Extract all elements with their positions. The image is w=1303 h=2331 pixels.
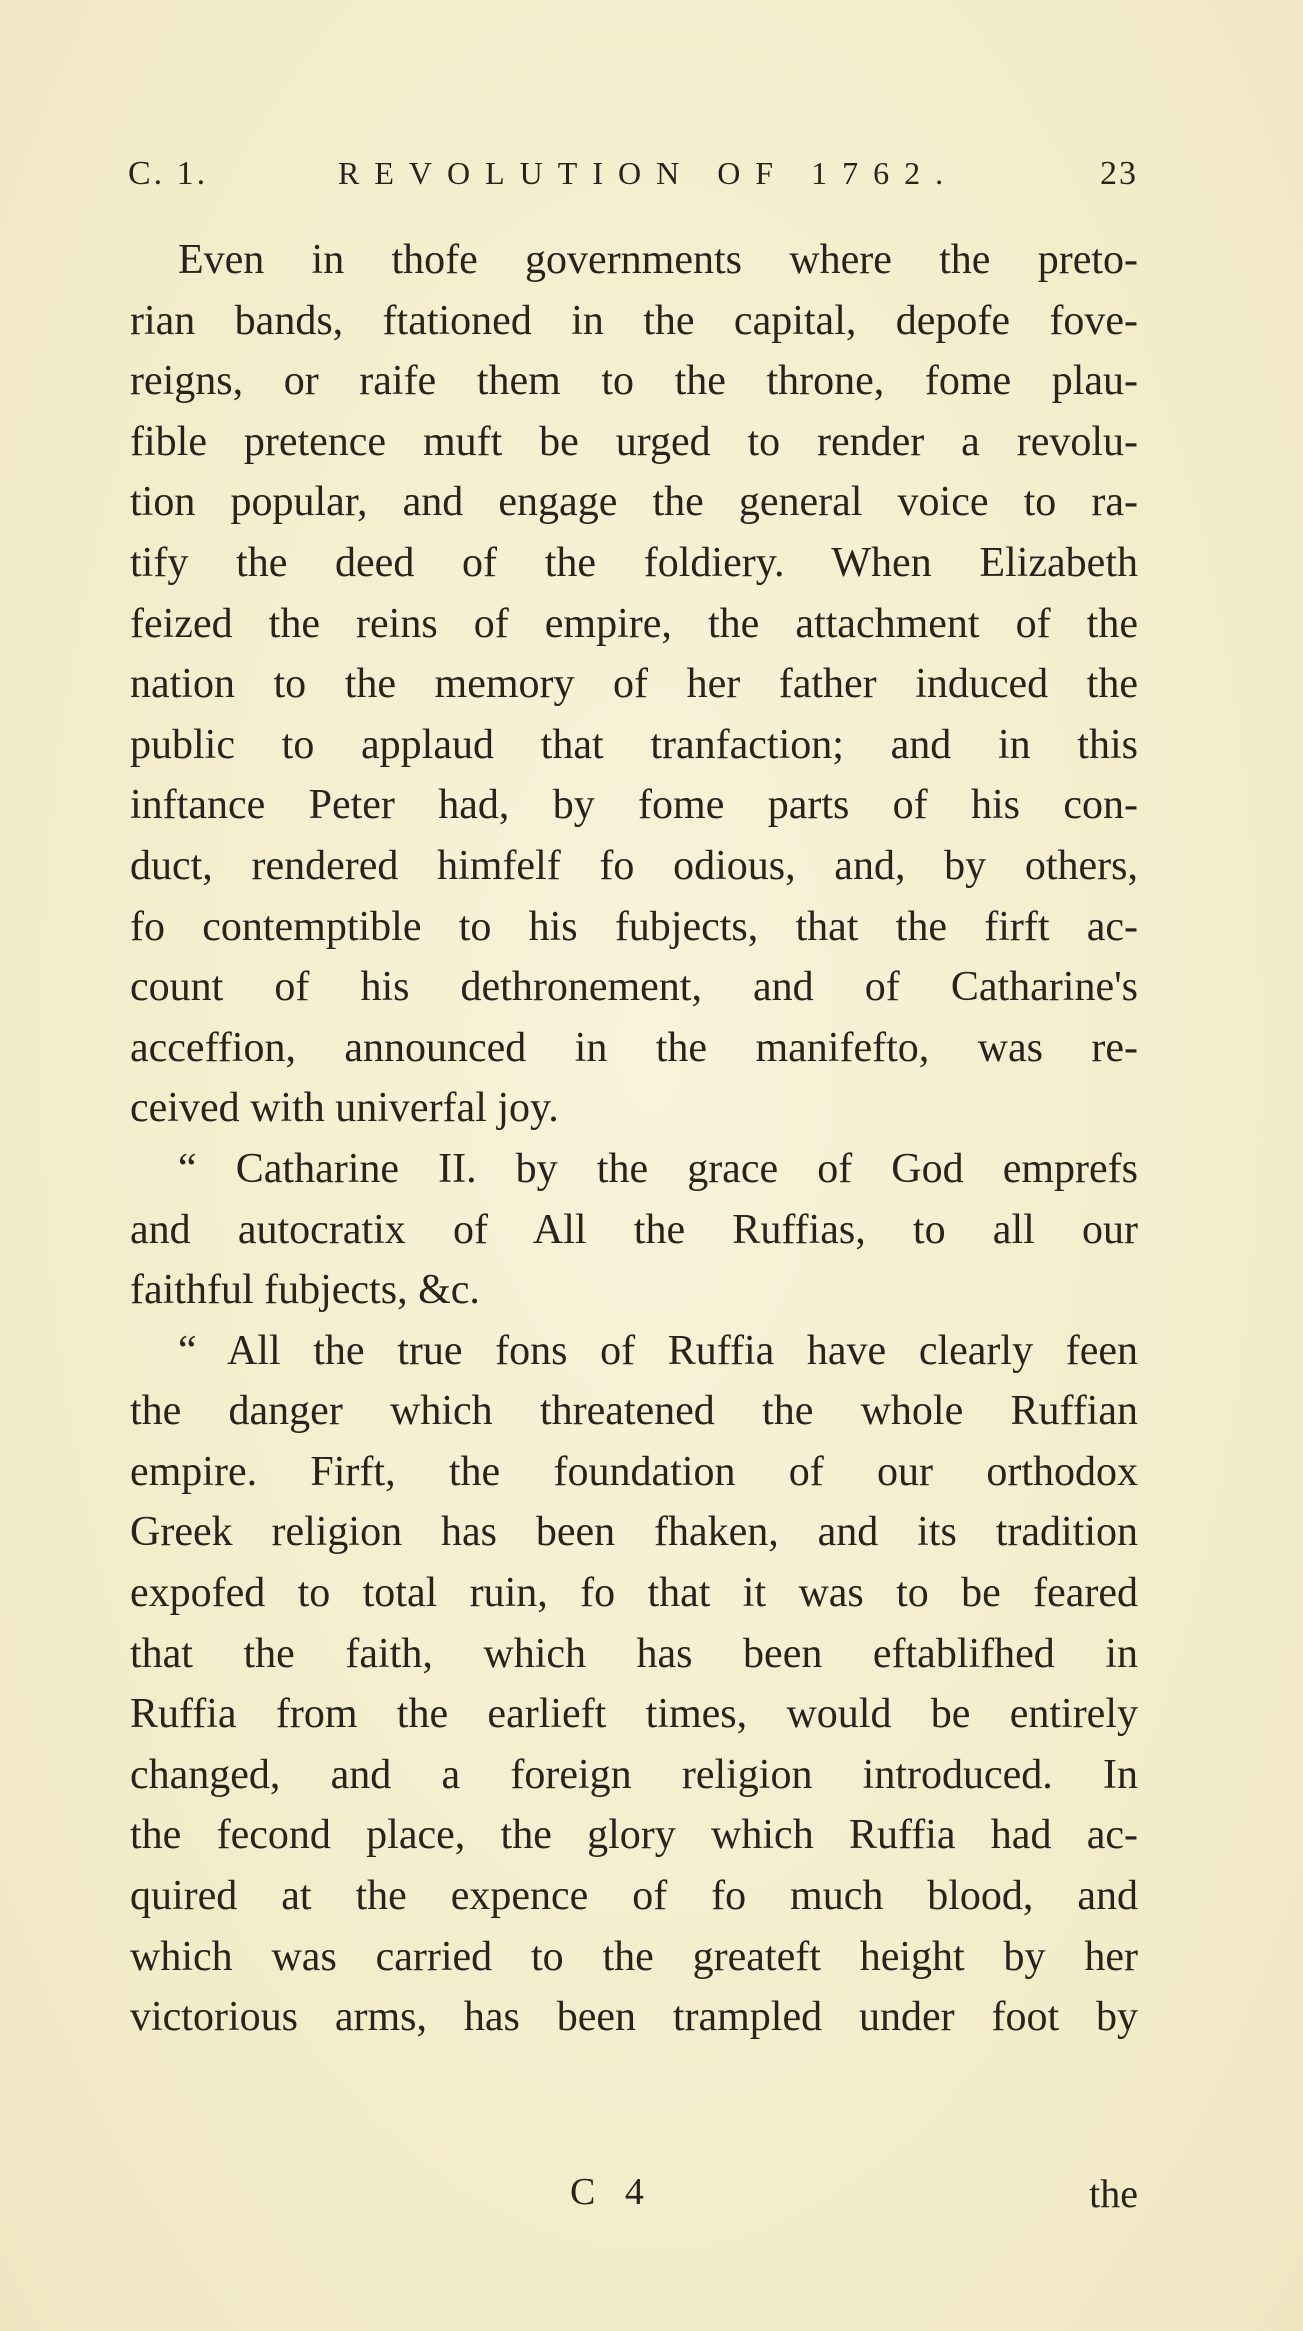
text-line: changed, and a foreign religion introduced. In: [130, 1751, 1138, 1798]
body-text: [130, 230, 1138, 2048]
text-line: Greek religion has been fhaken, and its tradition: [130, 1509, 1138, 1556]
text-line: tify the deed of the foldiery. When Elizabeth: [130, 539, 1138, 586]
text-line: the fecond place, the glory which Ruffia had ac-: [130, 1812, 1138, 1859]
catchword: the: [1089, 2171, 1138, 2216]
running-title: REVOLUTION OF 1762.: [338, 155, 959, 191]
text-line: and autocratix of All the Ruffias, to all our: [130, 1206, 1138, 1253]
page-number: 23: [1100, 155, 1138, 192]
text-line: fo contemptible to his fubjects, that the firft ac-: [130, 903, 1138, 950]
signature-mark: C 4: [570, 2171, 654, 2213]
text-line: rian bands, ftationed in the capital, depofe fove-: [130, 297, 1138, 344]
text-line: feized the reins of empire, the attachment of the: [130, 600, 1138, 647]
text-line: ceived with univerfal joy.: [130, 1085, 559, 1132]
text-line: acceffion, announced in the manifefto, was re-: [130, 1024, 1138, 1071]
text-line: reigns, or raife them to the throne, fome plau-: [130, 358, 1138, 405]
text-line: expofed to total ruin, fo that it was to be feared: [130, 1570, 1138, 1617]
page-footer: [130, 2170, 1138, 2230]
text-line: public to applaud that tranfaction; and in this: [130, 721, 1138, 768]
running-header: [128, 155, 1138, 205]
text-line: that the faith, which has been eftablifhed in: [130, 1630, 1138, 1677]
text-line: empire. Firft, the foundation of our orthodox: [130, 1448, 1138, 1495]
text-line: faithful fubjects, &c.: [130, 1267, 480, 1314]
text-line: tion popular, and engage the general voice to ra-: [130, 479, 1138, 526]
chapter-label: C. 1.: [128, 155, 209, 192]
text-line: count of his dethronement, and of Catharine's: [130, 964, 1138, 1011]
text-line: victorious arms, has been trampled under foot by: [130, 1994, 1138, 2041]
text-line: “ All the true fons of Ruffia have clearly feen: [178, 1327, 1138, 1374]
text-line: duct, rendered himfelf fo odious, and, by others,: [130, 842, 1138, 889]
text-line: Even in thofe governments where the preto-: [178, 237, 1138, 283]
text-line: fible pretence muft be urged to render a revolu-: [130, 418, 1138, 465]
text-line: Ruffia from the earlieft times, would be entirely: [130, 1691, 1138, 1738]
text-line: “ Catharine II. by the grace of God emprefs: [178, 1145, 1138, 1192]
text-line: inftance Peter had, by fome parts of his con-: [130, 782, 1138, 829]
text-line: which was carried to the greateft height by her: [130, 1933, 1138, 1980]
text-line: quired at the expence of fo much blood, and: [130, 1873, 1138, 1920]
text-line: the danger which threatened the whole Ruffian: [130, 1388, 1138, 1435]
text-line: nation to the memory of her father induced the: [130, 661, 1138, 708]
